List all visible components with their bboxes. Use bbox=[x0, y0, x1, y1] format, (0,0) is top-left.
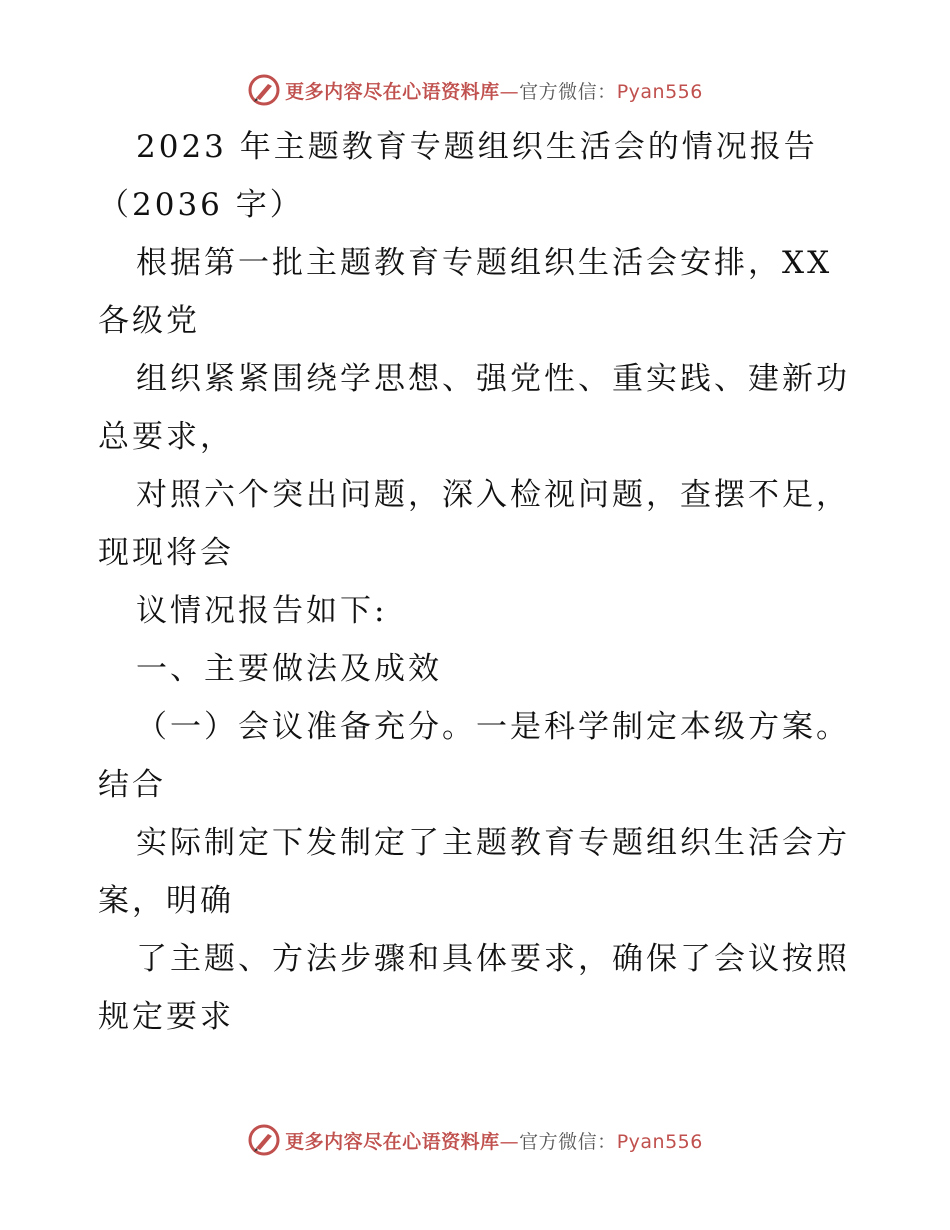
pen-logo-icon bbox=[247, 1123, 281, 1157]
footer-banner-text bbox=[285, 1127, 703, 1154]
paragraph-line: 了主题、方法步骤和具体要求，确保了会议按照 bbox=[136, 941, 850, 977]
footer-wechat-label: 官方微信： bbox=[519, 1130, 617, 1153]
header-wechat-label: 官方微信： bbox=[519, 80, 617, 103]
footer-banner bbox=[0, 1120, 950, 1160]
section-heading: 一、主要做法及成效 bbox=[136, 651, 442, 687]
pen-logo-icon bbox=[247, 73, 281, 107]
document-body bbox=[98, 118, 858, 1046]
paragraph-line: 规定要求 bbox=[98, 999, 234, 1035]
header-banner bbox=[0, 70, 950, 110]
paragraph-line: 现现将会 bbox=[98, 535, 234, 571]
paragraph-line: 结合 bbox=[98, 767, 166, 803]
footer-brand: 更多内容尽在心语资料库 bbox=[285, 1130, 500, 1153]
doc-word-count: （2036 字） bbox=[98, 187, 304, 223]
footer-dash: — bbox=[499, 1130, 520, 1153]
paragraph-line: 组织紧紧围绕学思想、强党性、重实践、建新功 bbox=[136, 361, 850, 397]
paragraph-line: 各级党 bbox=[98, 303, 200, 339]
header-wechat-id: Pyan556 bbox=[616, 80, 703, 103]
paragraph-line: 议情况报告如下: bbox=[136, 593, 388, 629]
paragraph-line: 实际制定下发制定了主题教育专题组织生活会方 bbox=[136, 825, 850, 861]
header-dash: — bbox=[499, 80, 520, 103]
paragraph-line: 案，明确 bbox=[98, 883, 234, 919]
paragraph-line: 总要求， bbox=[98, 419, 234, 455]
header-brand: 更多内容尽在心语资料库 bbox=[285, 80, 500, 103]
footer-wechat-id: Pyan556 bbox=[616, 1130, 703, 1153]
doc-title: 2023 年主题教育专题组织生活会的情况报告 bbox=[136, 129, 818, 165]
paragraph-line: 对照六个突出问题，深入检视问题，查摆不足， bbox=[136, 477, 850, 513]
header-banner-text bbox=[285, 77, 703, 104]
paragraph-line: 根据第一批主题教育专题组织生活会安排，XX bbox=[136, 245, 833, 281]
subsection-line: （一）会议准备充分。一是科学制定本级方案。 bbox=[136, 709, 850, 745]
